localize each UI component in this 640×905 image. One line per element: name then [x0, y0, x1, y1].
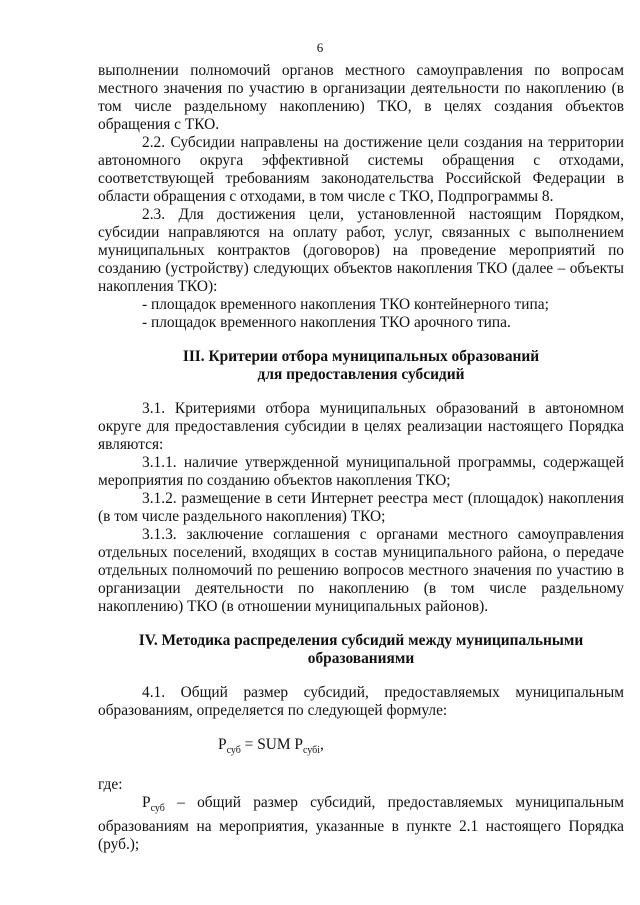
- definition-psub: [98, 794, 624, 854]
- section-4-heading: [98, 632, 624, 668]
- formula-lhs-sub: суб: [226, 745, 241, 757]
- paragraph-2-3: 2.3. Для достижения цели, установленной настоящим Порядком, субсидии направляются на оплату работ, услуг, связанных с выполнением муниципальных контрактов (договоров) на проведение мероприятий по созданию (устройству) следующих объектов накопления ТКО (далее – объекты накопления ТКО):: [98, 206, 624, 295]
- def-term: P: [142, 794, 151, 812]
- document-body: [98, 62, 624, 854]
- paragraph-3-1-3: 3.1.3. заключение соглашения с органами местного самоуправления отдельных поселений, входящих в состав муниципального района, о передаче отдельных полномочий по решению вопросов местного значения по участию в организации деятельности по накоплению (в том числе раздельному накоплению) ТКО (в отношении муниципальных районов).: [98, 526, 624, 615]
- formula-lhs: P: [218, 736, 227, 753]
- formula: [98, 736, 624, 760]
- spacer: [98, 384, 624, 400]
- formula-rhs-sub: субi: [302, 745, 321, 757]
- def-text: – общий размер субсидий, предоставляемых муниципальным образованиям на мероприятия, указанные в пункте 2.1 настоящего Порядка (руб.);: [98, 794, 624, 854]
- spacer: [98, 332, 624, 348]
- def-term-sub: суб: [150, 803, 165, 815]
- section-4-heading-line1: IV. Методика распределения субсидий между муниципальными: [138, 632, 584, 649]
- paragraph-3-1: 3.1. Критериями отбора муниципальных образований в автономном округе для предоставления субсидии в целях реализации настоящего Порядка являются:: [98, 400, 624, 453]
- paragraph-2-2: 2.2. Субсидии направлены на достижение цели создания на территории автономного округа эффективной системы обращения с отходами, соответствующей требованиям законодательства Российской Федерации в области обращения с отходами, в том числе с ТКО, Подпрограммы 8.: [98, 134, 624, 205]
- where-label: где:: [98, 776, 123, 794]
- spacer: [98, 616, 624, 632]
- dash-item: - площадок временного накопления ТКО арочного типа.: [142, 314, 511, 331]
- paragraph-continuation: выполнении полномочий органов местного самоуправления по вопросам местного значения по участию в организации деятельности по накоплению (в том числе раздельному накоплению) ТКО, в целях создания объектов обращения с ТКО.: [98, 62, 624, 133]
- section-4-heading-line2: образованиями: [307, 650, 415, 667]
- spacer: [98, 720, 624, 736]
- paragraph-4-1: 4.1. Общий размер субсидий, предоставляемых муниципальным образованиям, определяется по следующей формуле:: [98, 684, 624, 719]
- formula-tail: ,: [320, 736, 324, 753]
- dash-item: - площадок временного накопления ТКО контейнерного типа;: [142, 296, 549, 313]
- section-3-heading: [98, 348, 624, 384]
- spacer: [98, 760, 624, 776]
- section-3-heading-line2: для предоставления субсидий: [257, 366, 465, 383]
- spacer: [98, 668, 624, 684]
- section-3-heading-line1: III. Критерии отбора муниципальных образований: [182, 348, 540, 365]
- formula-eq: = SUM P: [240, 736, 303, 753]
- page-number: 6: [316, 40, 324, 55]
- paragraph-3-1-2: 3.1.2. размещение в сети Интернет реестра мест (площадок) накопления (в том числе раздельного накопления) ТКО;: [98, 490, 624, 525]
- paragraph-3-1-1: 3.1.1. наличие утвержденной муниципальной программы, содержащей мероприятия по созданию объектов накопления ТКО;: [98, 454, 624, 489]
